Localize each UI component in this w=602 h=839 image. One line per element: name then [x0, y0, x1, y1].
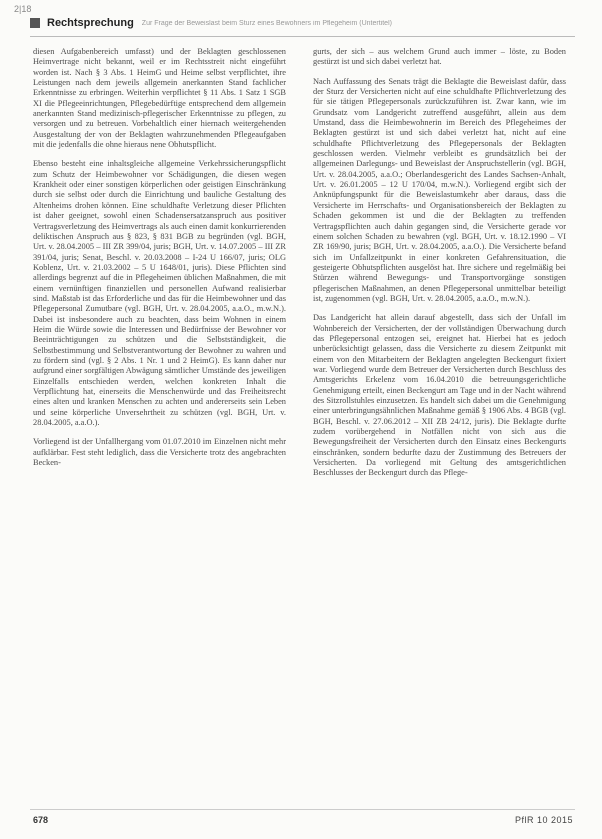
footer-divider [30, 809, 575, 810]
page-footer [30, 815, 575, 829]
section-subtitle: Zur Frage der Beweislast beim Sturz eines Bewohners im Pflegeheim (Untertitel) [141, 19, 392, 27]
left-paragraph-2: Ebenso besteht eine inhaltsgleiche allgemeine Verkehrssicherungspflicht zum Schutz der Heimbewohner vor Schädigungen, die diesen wegen Krankheit oder einer sonstigen körperlichen oder geistigen Einschränkung durch sie selbst oder durch die Einrichtung und bauliche Gestaltung des Altenheims drohen können. Eine schuldhafte Verletzung dieser Pflichten ist daher geeignet, sowohl einen Schadensersatzanspruch aus positiver Vertragsverletzung des Heimvertrags als auch einen damit konkurrierenden deliktischen Anspruch aus § 823, § 831 BGB zu begründen (vgl. BGH, Urt. v. 28.04.2005 – III ZR 399/04, juris; BGH, Urt. v. 14.07.2005 – III ZR 391/04, juris; Senat, Beschl. v. 20.03.2008 – I-24 U 166/07, juris; OLG Koblenz, Urt. v. 21.03.2002 – 5 U 1648/01, juris). Diese Pflichten sind allerdings begrenzt auf die in Pflegeheimen üblichen Maßnahmen, die mit einem vernünftigen finanziellen und personellen Aufwand realisierbar sind. Maßstab ist das Erforderliche und das für die Heimbewohner und das Pflegepersonal Zumutbare (vgl. BGH, Urt. v. 28.04.2005, a.a.O., m.w.N.). Dabei ist insbesondere auch zu beachten, dass beim Wohnen in einem Heim die Würde sowie die Interessen und Bedürfnisse der Bewohner vor Beeinträchtigungen zu schützen und die Selbstständigkeit, die Selbstbestimmung und Selbstverantwortung der Bewohner zu wahren und zu fördern sind (vgl. § 2 Abs. 1 Nr. 1 und 2 HeimG). Es kann daher nur aufgrund einer sorgfältigen Abwägung sämtlicher Umstände des jeweiligen Einzelfalls entschieden werden, welchen konkreten Inhalt die Verpflichtung hat, einerseits die Menschenwürde und das Freiheitsrecht eines alten und kranken Menschen zu achten und andererseits sein Leben und seine körperliche Unversehrtheit zu schützen (vgl. BGH, Urt. v. 28.04.2005, a.a.O.). [33, 159, 286, 428]
section-square-icon [30, 18, 40, 28]
left-column [33, 47, 286, 803]
page-number: 678 [33, 815, 49, 825]
section-title: Rechtsprechung [47, 17, 134, 29]
running-header [30, 13, 575, 33]
journal-issue: PflR 10 2015 [514, 815, 573, 825]
left-paragraph-1: diesen Aufgabenbereich umfasst) und der Beklagten geschlossenen Heimvertrage nicht bekannt, weil er im Rechtsstreit nicht eingeführt worden ist. Nach § 3 Abs. 1 HeimG und Heime selbst verpflichtet, ihre Leistungen nach dem jeweils allgemein anerkannten Stand fachlicher Erkenntnisse zu erbringen. Weiterhin verpflichtet § 11 Abs. 1 Satz 1 SGB XI die Pflegeeinrichtungen, Pflegebedürftige entsprechend dem allgemein anerkannten Stand medizinisch-pflegerischer Erkenntnisse zu pflegen, zu versorgen und zu betreuen. Vorbehaltlich einer hiernach weitergehenden Ausgestaltung der von der Beklagten wahrzunehmenden Pflegeaufgaben mit die jedenfalls die ohne hieraus nene Obhutspflicht. [33, 47, 286, 150]
header-divider [30, 36, 575, 37]
right-column [313, 47, 566, 803]
left-paragraph-3: Vorliegend ist der Unfallhergang vom 01.07.2010 im Einzelnen nicht mehr aufklärbar. Fest steht lediglich, dass die Versicherte trotz des angebrachten Becken- [33, 437, 286, 468]
right-paragraph-1: gurts, der sich – aus welchem Grund auch immer – löste, zu Boden gestürzt ist und sich dabei verletzt hat. [313, 47, 566, 67]
corner-tag: 2|18 [14, 4, 32, 14]
right-paragraph-2: Nach Auffassung des Senats trägt die Beklagte die Beweislast dafür, dass der Sturz der Versicherten nicht auf eine schuldhafte Pflichtverletzung des für sie tätigen Pflegepersonals zurückzuführen ist. Zwar kann, wie im Grundsatz vom Landgericht zutreffend ausgeführt, allein aus dem Umstand, dass die Heimbewohnerin im Bereich des Pflegeheimes der Beklagten gestürzt ist und sich dabei verletzt hat, nicht auf eine schuldhafte Pflichtverletzung des Pflegepersonals der Beklagten geschlossen werden. Vielmehr verbleibt es grundsätzlich bei der allgemeinen Darlegungs- und Beweislast der Anspruchstellerin (vgl. BGH, Urt. v. 28.04.2005, a.a.O.; Oberlandesgericht des Landes Sachsen-Anhalt, Urt. v. 26.01.2005 – 12 U 170/04, m.w.N.). Vorliegend ergibt sich der Anknüpfungspunkt für die Beweislastumkehr aber daraus, dass die Versicherte im Herrschafts- und Organisationsbereich der Beklagten zu Schaden gekommen ist und die der Beklagten zu treffenden Vertragspflichten auch dahin gegangen sind, die Versicherte gerade vor einem solchen Schaden zu bewahren (vgl. BGH, Urt. v. 18.12.1990 – VI ZR 169/90, juris; BGH, Urt. v. 28.04.2005, a.a.O.). Die Versicherte befand sich im Unfallzeitpunkt in einer konkreten Gefahrensituation, die gesteigerte Obhutspflichten ausgelöst hat. Ihre sichere und regelmäßig bei Stürzen während Bewegungs- und Transportvorgänge sonstigen pflegerischen Maßnahmen, an denen Pflegepersonal unmittelbar beteiligt ist, zugenommen (vgl. BGH, Urt. v. 28.04.2005, a.a.O., m.w.N.). [313, 76, 566, 303]
right-paragraph-3: Das Landgericht hat allein darauf abgestellt, dass sich der Unfall im Wohnbereich der Versicherten, der der vollständigen Überwachung durch das Pflegepersonal entzogen sei, ereignet hat. Hierbei hat es jedoch unberücksichtigt gelassen, dass die Versicherte zu diesem Zeitpunkt mit einem von den Mitarbeitern der Beklagten angelegten Beckengurt fixiert war. Vorliegend wurde dem Betreuer der Versicherten durch Beschluss des Amtsgerichts Erkelenz vom 16.04.2010 die betreuungsgerichtliche Genehmigung erteilt, einen Beckengurt am Tage und in der Nacht während des Sitzrollstuhles einzusetzen. Es handelt sich dabei um die Genehmigung einer unterbringungsähnlichen Maßnahme gemäß § 1906 Abs. 4 BGB (vgl. BGH, Beschl. v. 27.06.2012 – XII ZB 24/12, juris). Die Beklagte durfte zudem vorübergehend in Notfällen nicht von sich aus die Bewegungsfreiheit der Versicherten durch den Einsatz eines Beckengurts einschränken, sondern bedurfte dazu der Zustimmung des Betreuers der Versicherten. Da vorliegend mit Geltung des amtsgerichtlichen Beschlusses der Beckengurt durch das Pflege- [313, 313, 566, 478]
